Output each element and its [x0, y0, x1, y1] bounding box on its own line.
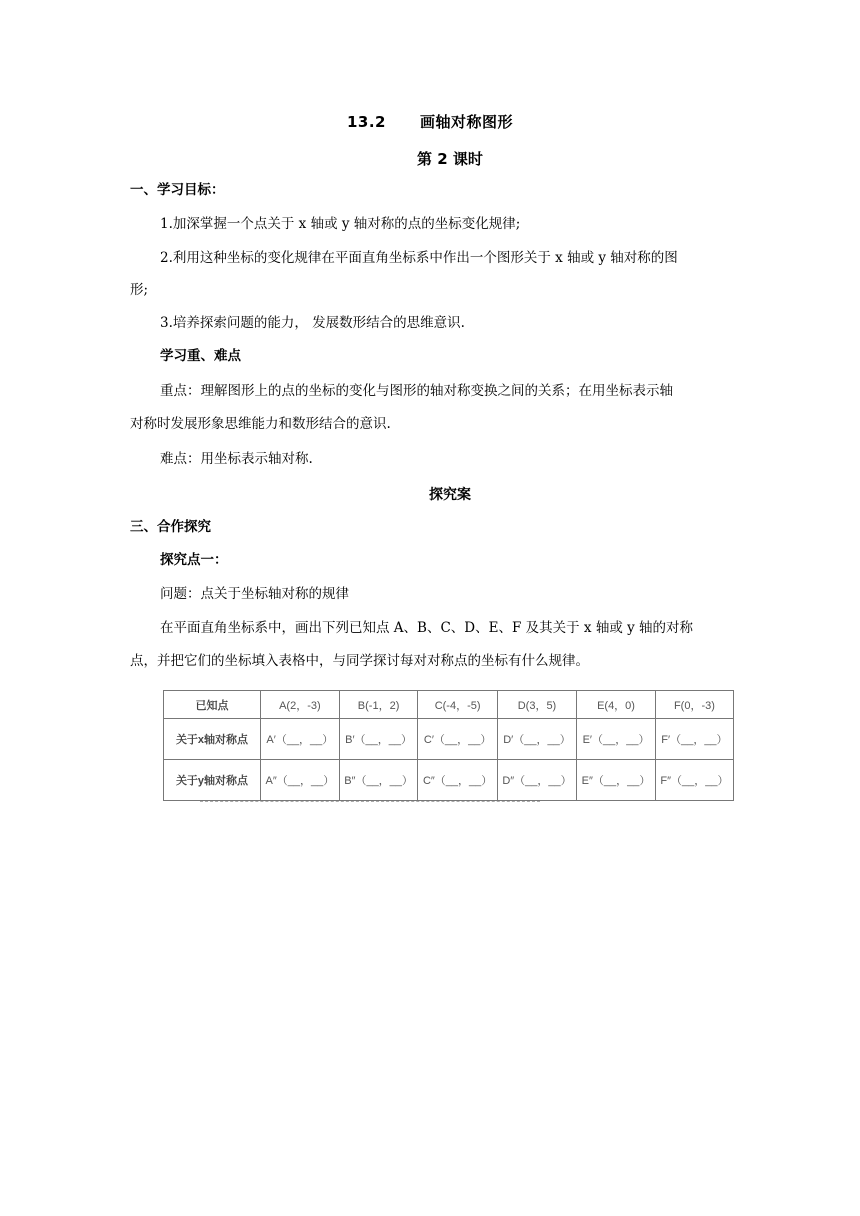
- table-cell: A″（__，__）: [261, 760, 340, 801]
- objective-item-2-cont: 形;: [130, 282, 149, 298]
- table-row: [164, 719, 734, 760]
- focus-line-2: 对称时发展形象思维能力和数形结合的意识.: [130, 416, 391, 432]
- table-cell: D′（__，__）: [497, 719, 576, 760]
- explore-question: 问题：点关于坐标轴对称的规律: [160, 586, 349, 602]
- difficulty-line: 难点：用坐标表示轴对称.: [160, 451, 313, 467]
- table-cell: E(4，0): [577, 691, 656, 719]
- table-cell: B(-1，2): [339, 691, 418, 719]
- table-cell: B″（__，__）: [339, 760, 418, 801]
- title-text: 画轴对称图形: [420, 113, 514, 131]
- explore-point-title: 探究点一：: [160, 552, 228, 568]
- explore-desc-line-2: 点，并把它们的坐标填入表格中，与同学探讨每对对称点的坐标有什么规律。: [130, 653, 589, 669]
- table-cell: 关于y轴对称点: [164, 760, 261, 801]
- table-underline-decoration: [200, 799, 540, 802]
- explore-heading: 三、合作探究: [130, 519, 211, 535]
- explore-desc-line-1: 在平面直角坐标系中，画出下列已知点 A、B、C、D、E、F 及其关于 x 轴或 y 轴的对称: [160, 620, 694, 636]
- table-cell: C′（__，__）: [418, 719, 497, 760]
- page-title: [0, 111, 860, 132]
- objective-item-2: 2.利用这种坐标的变化规律在平面直角坐标系中作出一个图形关于 x 轴或 y 轴对称的图: [160, 250, 678, 266]
- objectives-heading: 一、学习目标：: [130, 182, 225, 198]
- section-number: 13.2: [346, 113, 386, 131]
- table-cell: C(-4，-5): [418, 691, 497, 719]
- page-subtitle: 第 2 课时: [417, 150, 483, 168]
- table-cell: E″（__，__）: [577, 760, 656, 801]
- table-cell: C″（__，__）: [418, 760, 497, 801]
- focus-line-1: 重点：理解图形上的点的坐标的变化与图形的轴对称变换之间的关系；在用坐标表示轴: [160, 383, 673, 399]
- table-cell: D(3，5): [497, 691, 576, 719]
- table-cell: 关于x轴对称点: [164, 719, 261, 760]
- table-row: [164, 760, 734, 801]
- table-cell: B′（__，__）: [339, 719, 418, 760]
- keypoints-heading: 学习重、难点: [160, 348, 241, 364]
- table-cell: F′（__，__）: [655, 719, 733, 760]
- objective-item-1: 1.加深掌握一个点关于 x 轴或 y 轴对称的点的坐标变化规律;: [160, 216, 521, 232]
- table-cell: A′（__，__）: [261, 719, 340, 760]
- table-cell: F(0，-3): [655, 691, 733, 719]
- table-cell: A(2，-3): [261, 691, 340, 719]
- table-cell: E′（__，__）: [577, 719, 656, 760]
- explore-section-title: 探究案: [429, 487, 471, 503]
- objective-item-3: 3.培养探索问题的能力， 发展数形结合的思维意识.: [160, 315, 465, 331]
- table-cell: F″（__，__）: [655, 760, 733, 801]
- table-row: [164, 691, 734, 719]
- table-cell: 已知点: [164, 691, 261, 719]
- coordinate-table: [163, 690, 734, 801]
- table-cell: D″（__，__）: [497, 760, 576, 801]
